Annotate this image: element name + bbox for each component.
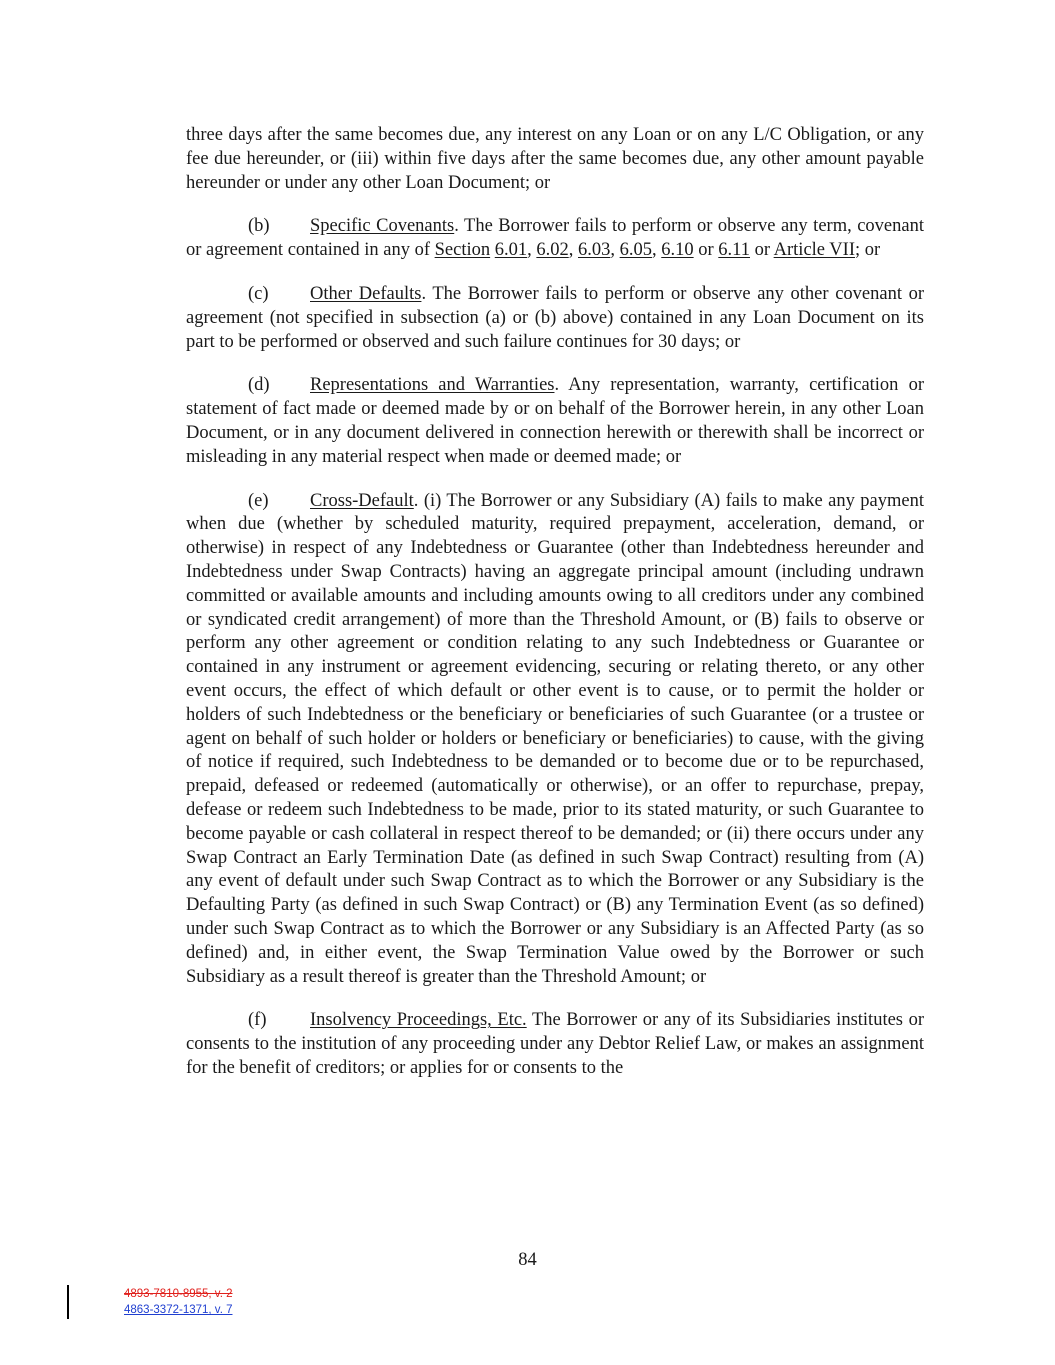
paragraph-b-heading: Specific Covenants — [310, 216, 455, 237]
paragraph-c — [186, 283, 924, 354]
paragraph-continued-text: three days after the same becomes due, any interest on any Loan or on any L/C Obligation, or any fee due hereunder, or (iii) within five days after the same becomes due, any other amount payable hereunder or under any other Loan Document; or — [186, 125, 924, 193]
section-ref: 6.05 — [619, 240, 652, 261]
paragraph-e-label: (e) — [248, 490, 269, 511]
page-number: 84 — [518, 1250, 537, 1270]
paragraph-f — [186, 1009, 924, 1080]
section-ref: 6.01 — [494, 240, 528, 261]
paragraph-f-text: The Borrower or any of its Subsidiaries institutes or consents to the institution of any proceeding under any Debtor Relief Law, or makes an assignment for the benefit of creditors; or applies for or consents to the — [186, 1010, 924, 1078]
paragraph-b-label: (b) — [248, 216, 270, 237]
section-ref: 6.10 — [661, 240, 694, 261]
section-ref: 6.11 — [718, 240, 750, 261]
paragraph-d — [186, 374, 924, 469]
paragraph-c-label: (c) — [248, 283, 269, 304]
paragraph-f-heading: Insolvency Proceedings, Etc. — [310, 1010, 527, 1031]
paragraph-c-text: . The Borrower fails to perform or observe any other covenant or agreement (not specified in subsection (a) or (b) above) contained in any Loan Document on its part to be performed or observed and such failure continues for 30 days; or — [186, 283, 925, 352]
paragraph-b: (b) Specific Covenants. The Borrower fails to perform or observe any term, covenant or agreement contained in any of Section 6.01, 6.02, 6.03, 6.05, 6.10 or 6.11 or Article VII; or — [186, 216, 924, 261]
change-bar — [67, 1285, 69, 1319]
deleted-document-id: 4893-7810-8955, v. 2 — [124, 1288, 233, 1300]
inserted-document-id: 4863-3372-1371, v. 7 — [124, 1304, 233, 1316]
paragraph-c-heading: Other Defaults — [310, 283, 422, 304]
paragraph-f-label: (f) — [248, 1010, 267, 1031]
section-word: Section — [434, 240, 491, 261]
document-body — [186, 124, 924, 1101]
paragraph-continued — [186, 124, 924, 195]
paragraph-b-text: . The Borrower fails to perform or observe any term, covenant or agreement contained in any of — [186, 216, 924, 261]
section-ref: 6.03 — [578, 240, 611, 261]
section-ref: 6.02 — [536, 240, 569, 261]
article-ref: Article VII — [773, 240, 855, 261]
paragraph-e-heading: Cross-Default — [310, 490, 414, 511]
paragraph-d-text: . Any representation, warranty, certification or statement of fact made or deemed made by or on behalf of the Borrower herein, in any other Loan Document, or in any document delivered in connection herewith or therewith shall be incorrect or misleading in any material respect when made or deemed made; or — [186, 375, 924, 467]
paragraph-d-label: (d) — [248, 375, 270, 396]
paragraph-d-heading: Representations and Warranties — [310, 375, 555, 396]
paragraph-e — [186, 490, 924, 990]
paragraph-e-text: . (i) The Borrower or any Subsidiary (A) fails to make any payment when due (whether by scheduled maturity, required prepayment, acceleration, demand, or otherwise) in respect of any Indebtedness or Guarantee (other than Indebtedness hereunder and Indebtedness under Swap Contracts) having an aggregate principal amount (including undrawn committed or available amounts and including amounts owing to all creditors under any combined or syndicated credit arrangement) of more than the Threshold Amount, or (B) fails to observe or perform any other agreement or condition relating to any such Indebtedness or Guarantee or contained in any instrument or agreement evidencing, securing or relating thereto, or any other event occurs, the effect of which default or other event is to cause, or to permit the holder or holders of such Indebtedness or the beneficiary or beneficiaries of such Guarantee (or a trustee or agent on behalf of such holder or holders or beneficiary or beneficiaries) to cause, with the giving of notice if required, such Indebtedness to be demanded or to become due or to be repurchased, prepaid, defeased or redeemed (automatically or otherwise), or an offer to repurchase, prepay, defease or redeem such Indebtedness to be made, prior to its stated maturity, or such Guarantee to become payable or cash collateral in respect thereof to be demanded; or (ii) there occurs under any Swap Contract an Early Termination Date (as defined in such Swap Contract) resulting from (A) any event of default under such Swap Contract as to which the Borrower or any Subsidiary is the Defaulting Party (as defined in such Swap Contract) or (B) any Termination Event (as so defined) under such Swap Contract as to which the Borrower or any Subsidiary is an Affected Party (as so defined) and, in either event, the Swap Termination Value owed by the Borrower or such Subsidiary as a result thereof is greater than the Threshold Amount; or — [186, 490, 924, 987]
paragraph-b-tail: ; or — [854, 240, 881, 261]
document-ids — [124, 1286, 232, 1318]
